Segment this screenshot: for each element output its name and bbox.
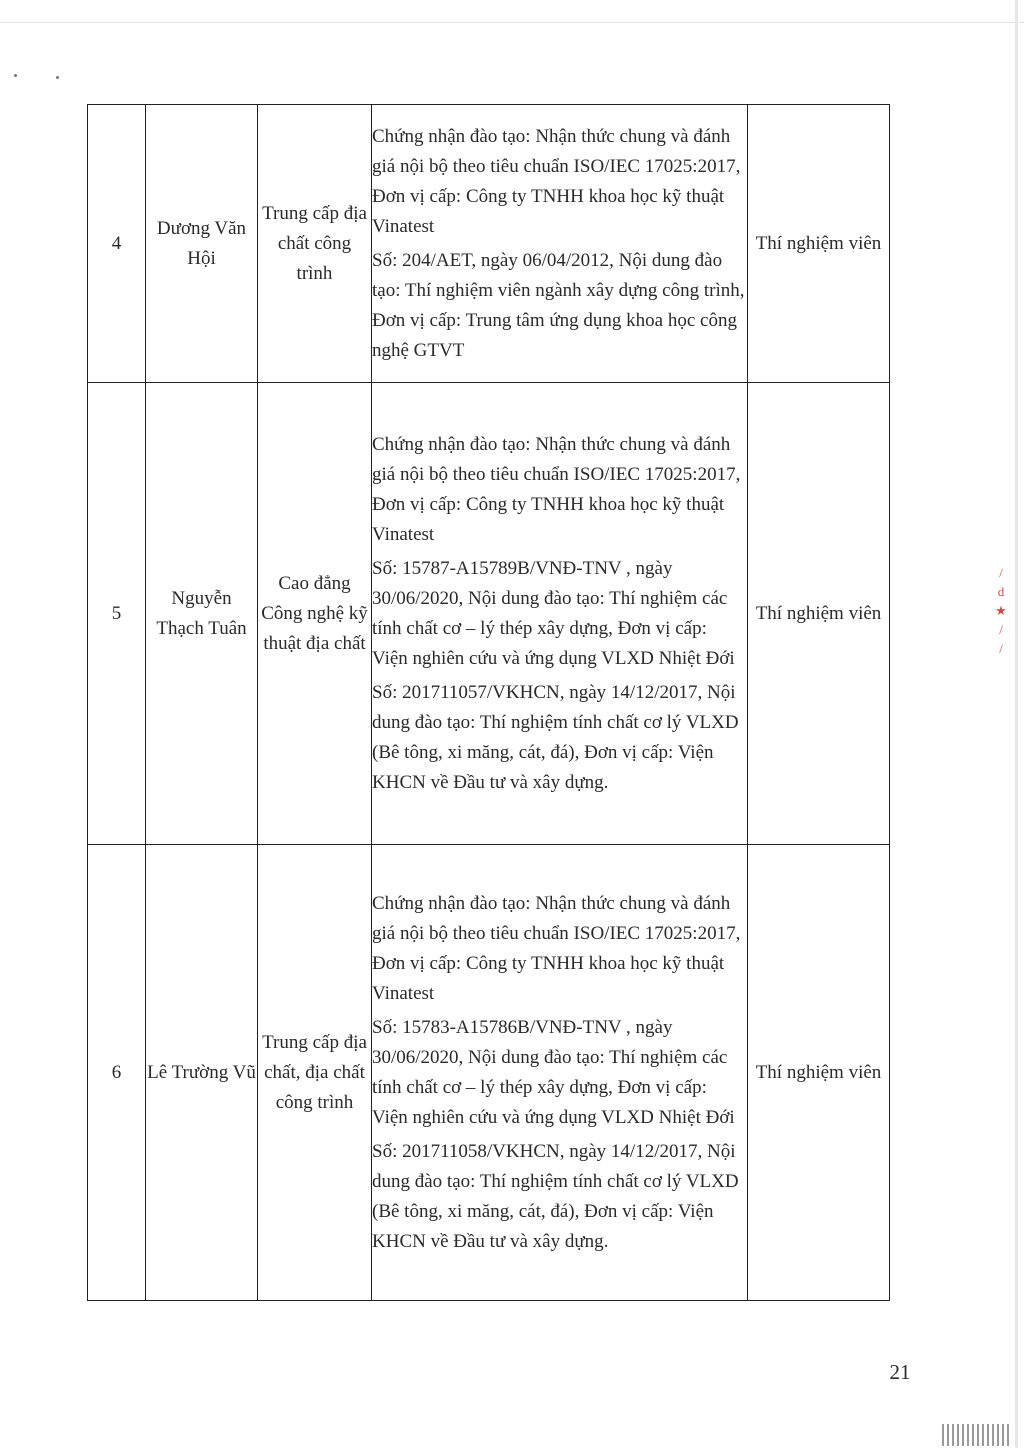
row-number: 5: [88, 383, 146, 845]
staff-table: [87, 104, 890, 1301]
staff-role: Thí nghiệm viên: [748, 845, 890, 1301]
staff-name: Nguyễn Thạch Tuân: [146, 383, 258, 845]
scan-speck: [56, 76, 59, 79]
row-number: 4: [88, 105, 146, 383]
scan-bottom-marks: [942, 1424, 1012, 1446]
table-row: [88, 845, 890, 1301]
scan-right-edge: [1015, 0, 1018, 1448]
table-row: [88, 383, 890, 845]
certificates-cell: [372, 845, 748, 1301]
staff-role: Thí nghiệm viên: [748, 105, 890, 383]
certificate-entry: Chứng nhận đào tạo: Nhận thức chung và đánh giá nội bộ theo tiêu chuẩn ISO/IEC 17025:2017, Đơn vị cấp: Công ty TNHH khoa học kỹ thuật Vinatest: [372, 433, 741, 545]
certificates-cell: [372, 105, 748, 383]
certificate-entry: Số: 15783-A15786B/VNĐ-TNV , ngày 30/06/2020, Nội dung đào tạo: Thí nghiệm các tính chất cơ – lý thép xây dựng, Đơn vị cấp: Viện nghiên cứu và ứng dụng VLXD Nhiệt Đới: [372, 1016, 735, 1128]
red-seal-edge-icon: / d ★ / /: [995, 565, 1007, 656]
certificates-cell: [372, 383, 748, 845]
staff-education: Cao đẳng Công nghệ kỹ thuật địa chất: [258, 383, 372, 845]
certificate-entry: Chứng nhận đào tạo: Nhận thức chung và đánh giá nội bộ theo tiêu chuẩn ISO/IEC 17025:2017, Đơn vị cấp: Công ty TNHH khoa học kỹ thuật Vinatest: [372, 892, 741, 1004]
staff-education: Trung cấp địa chất công trình: [258, 105, 372, 383]
certificate-entry: Số: 201711058/VKHCN, ngày 14/12/2017, Nội dung đào tạo: Thí nghiệm tính chất cơ lý VLXD (Bê tông, xi măng, cát, đá), Đơn vị cấp: Viện KHCN về Đầu tư và xây dựng.: [372, 1140, 739, 1252]
table-row: [88, 105, 890, 383]
certificate-entry: Số: 201711057/VKHCN, ngày 14/12/2017, Nội dung đào tạo: Thí nghiệm tính chất cơ lý VLXD (Bê tông, xi măng, cát, đá), Đơn vị cấp: Viện KHCN về Đầu tư và xây dựng.: [372, 681, 739, 793]
staff-role: Thí nghiệm viên: [748, 383, 890, 845]
scan-speck: [14, 74, 17, 77]
page-number: 21: [889, 1360, 911, 1384]
scan-top-edge: [0, 0, 1024, 23]
staff-education: Trung cấp địa chất, địa chất công trình: [258, 845, 372, 1301]
certificate-entry: Số: 15787-A15789B/VNĐ-TNV , ngày 30/06/2020, Nội dung đào tạo: Thí nghiệm các tính chất cơ – lý thép xây dựng, Đơn vị cấp: Viện nghiên cứu và ứng dụng VLXD Nhiệt Đới: [372, 557, 735, 669]
certificate-entry: Số: 204/AET, ngày 06/04/2012, Nội dung đào tạo: Thí nghiệm viên ngành xây dựng công trình, Đơn vị cấp: Trung tâm ứng dụng khoa học công nghệ GTVT: [372, 249, 745, 361]
certificate-entry: Chứng nhận đào tạo: Nhận thức chung và đánh giá nội bộ theo tiêu chuẩn ISO/IEC 17025:2017, Đơn vị cấp: Công ty TNHH khoa học kỹ thuật Vinatest: [372, 125, 741, 237]
row-number: 6: [88, 845, 146, 1301]
staff-name: Dương Văn Hội: [146, 105, 258, 383]
staff-name: Lê Trường Vũ: [146, 845, 258, 1301]
